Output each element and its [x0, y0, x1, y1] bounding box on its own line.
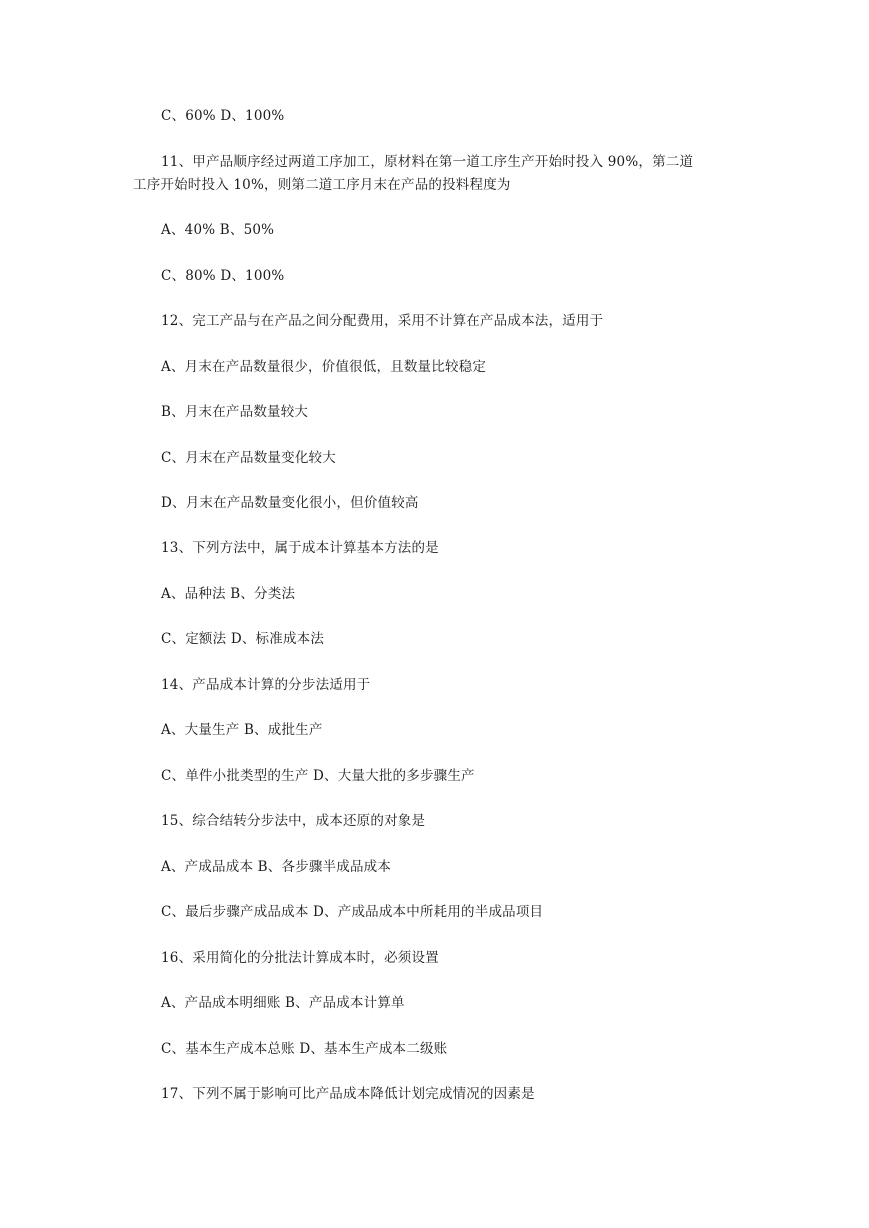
option-line: A、品种法 B、分类法: [161, 586, 296, 602]
option-line: B、月末在产品数量较大: [161, 404, 309, 420]
question-13-text: 13、下列方法中，属于成本计算基本方法的是: [161, 540, 439, 556]
question-16-text: 16、采用简化的分批法计算成本时，必须设置: [161, 950, 439, 966]
option-line: C、月末在产品数量变化较大: [161, 450, 336, 466]
option-line: C、单件小批类型的生产 D、大量大批的多步骤生产: [161, 768, 475, 784]
question-15-text: 15、综合结转分步法中，成本还原的对象是: [161, 813, 426, 829]
question-14-text: 14、产品成本计算的分步法适用于: [161, 677, 371, 693]
option-line: C、基本生产成本总账 D、基本生产成本二级账: [161, 1041, 448, 1057]
option-line: C、60% D、100%: [161, 108, 285, 124]
option-line: A、40% B、50%: [161, 222, 275, 238]
question-11-text-continued: 工序开始时投入 10%，则第二道工序月末在产品的投料程度为: [133, 177, 511, 193]
option-line: A、产品成本明细账 B、产品成本计算单: [161, 995, 405, 1011]
option-line: C、定额法 D、标准成本法: [161, 631, 325, 647]
option-line: A、产成品成本 B、各步骤半成品成本: [161, 859, 392, 875]
question-17-text: 17、下列不属于影响可比产品成本降低计划完成情况的因素是: [161, 1086, 535, 1102]
option-line: A、月末在产品数量很少，价值很低，且数量比较稳定: [161, 359, 487, 375]
option-line: D、月末在产品数量变化很小，但价值较高: [161, 495, 419, 511]
option-line: A、大量生产 B、成批生产: [161, 722, 323, 738]
option-line: C、最后步骤产成品成本 D、产成品成本中所耗用的半成品项目: [161, 904, 544, 920]
option-line: C、80% D、100%: [161, 268, 285, 284]
question-12-text: 12、完工产品与在产品之间分配费用，采用不计算在产品成本法，适用于: [161, 313, 604, 329]
question-11-text: 11、甲产品顺序经过两道工序加工，原材料在第一道工序生产开始时投入 90%，第二道: [161, 154, 694, 170]
